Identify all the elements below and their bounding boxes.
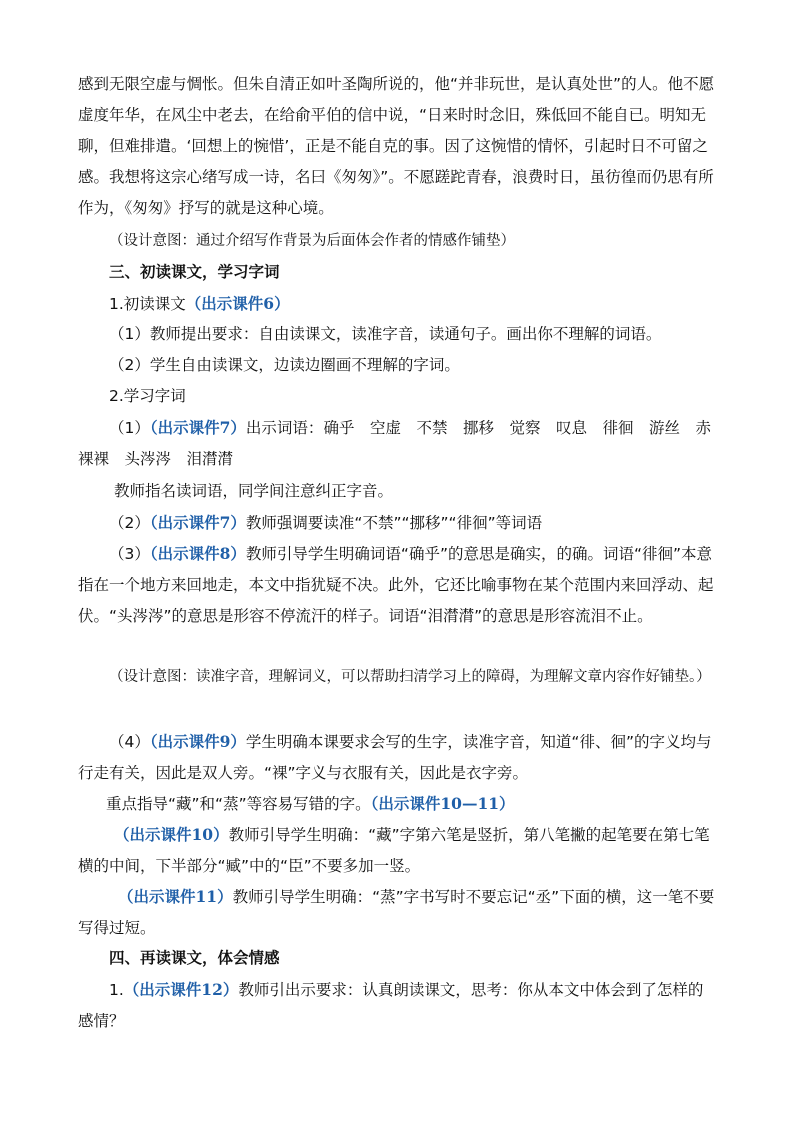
courseware-ref: （出示课件6） bbox=[185, 294, 290, 313]
step-text: 教师引导学生明确：“蒸”字书写时不要忘记“丞”下面的横，这一笔不要写得过短。 bbox=[78, 888, 715, 937]
step-text: 出示词语： bbox=[245, 419, 324, 437]
step-1-2: （2）学生自由读课文，边读边圈画不理解的字词。 bbox=[109, 356, 460, 374]
step-text: 教师引出示要求：认真朗读课文，思考：你从本文中体会到了怎样的感情？ bbox=[78, 981, 704, 1030]
step-text: 教师强调要读准“不禁”“挪移”“徘徊”等词语 bbox=[245, 514, 543, 532]
courseware-11-note bbox=[78, 881, 718, 944]
step-text: 教师引导学生明确：“藏”字第六笔是竖折，第八笔撇的起笔要在第七笔横的中间，下半部分“臧”中的“臣”不要多加一竖。 bbox=[78, 826, 710, 875]
step-1-line bbox=[78, 288, 718, 320]
step-2-1 bbox=[78, 412, 718, 475]
step-1-1: （1）教师提出要求：自由读课文，读准字音，读通句子。画出你不理解的词语。 bbox=[109, 325, 662, 343]
courseware-ref: （出示课件7） bbox=[149, 418, 246, 437]
item-number: （1） bbox=[109, 419, 150, 437]
focus-guidance bbox=[78, 788, 718, 820]
step-text: 教师引导学生明确词语“确乎”的意思是确实，的确。词语“徘徊”本意指在一个地方来回地走，本文中指犹疑不决。此外，它还比喻事物在某个范围内来回浮动、起伏。“头涔涔”的意思是形容不停流汗的样子。词语“泪潸潸”的意思是形容流泪不止。 bbox=[78, 545, 714, 625]
step-2-line: 2.学习字词 bbox=[109, 387, 186, 405]
item-number: （2） bbox=[109, 514, 150, 532]
courseware-ref: （出示课件9） bbox=[149, 732, 246, 751]
item-number: （4） bbox=[109, 733, 150, 751]
section-heading-3: 三、初读课文，学习字词 bbox=[109, 263, 280, 281]
courseware-ref: （出示课件7） bbox=[149, 513, 246, 532]
background-paragraph: 感到无限空虚与惆怅。但朱自清正如叶圣陶所说的，他“并非玩世，是认真处世”的人。他不愿虚度年华，在风尘中老去，在给俞平伯的信中说，“日来时时念旧，殊低回不能自已。明知无聊，但难排遣。‘回想上的惋惜’，正是不能自克的事。因了这惋惜的情怀，引起时日不可留之感。我想将这宗心绪写成一诗，名曰《匆匆》”。不愿蹉跎青春，浪费时日，虽彷徨而仍思有所作为，《匆匆》抒写的就是这种心境。 bbox=[78, 75, 715, 217]
courseware-ref: （出示课件12） bbox=[123, 980, 239, 999]
courseware-10-note bbox=[78, 819, 718, 882]
courseware-ref: （出示课件8） bbox=[149, 544, 246, 563]
step-4-1 bbox=[78, 974, 718, 1037]
courseware-ref: （出示课件11） bbox=[118, 887, 233, 906]
design-intent-note: （设计意图：通过介绍写作背景为后面体会作者的情感作铺垫） bbox=[109, 233, 515, 249]
item-number: （3） bbox=[109, 545, 150, 563]
courseware-ref: （出示课件10—11） bbox=[370, 794, 515, 813]
courseware-ref: （出示课件10） bbox=[114, 825, 229, 844]
section-heading-4: 四、再读课文，体会情感 bbox=[109, 949, 280, 967]
step-2-4 bbox=[78, 726, 718, 789]
word-list: 确乎 空虚 不禁 挪移 觉察 叹息 徘徊 游丝 赤裸裸 头涔涔 泪潸潸 bbox=[78, 419, 711, 468]
step-1-label: 1.初读课文 bbox=[109, 295, 186, 313]
step-text: 学生明确本课要求会写的生字，读准字音，知道“徘、徊”的字义均与行走有关，因此是双人旁。“裸”字义与衣服有关，因此是衣字旁。 bbox=[78, 733, 712, 782]
item-number: 1. bbox=[109, 981, 124, 999]
step-2-1-note: 教师指名读词语，同学间注意纠正字音。 bbox=[114, 482, 394, 500]
step-2-3 bbox=[78, 538, 718, 632]
step-text: 重点指导“藏”和“蒸”等容易写错的字。 bbox=[106, 795, 371, 813]
design-intent-note: （设计意图：读准字音，理解词义，可以帮助扫清学习上的障碍，为理解文章内容作好铺垫。） bbox=[109, 669, 711, 685]
step-2-2 bbox=[78, 507, 718, 539]
